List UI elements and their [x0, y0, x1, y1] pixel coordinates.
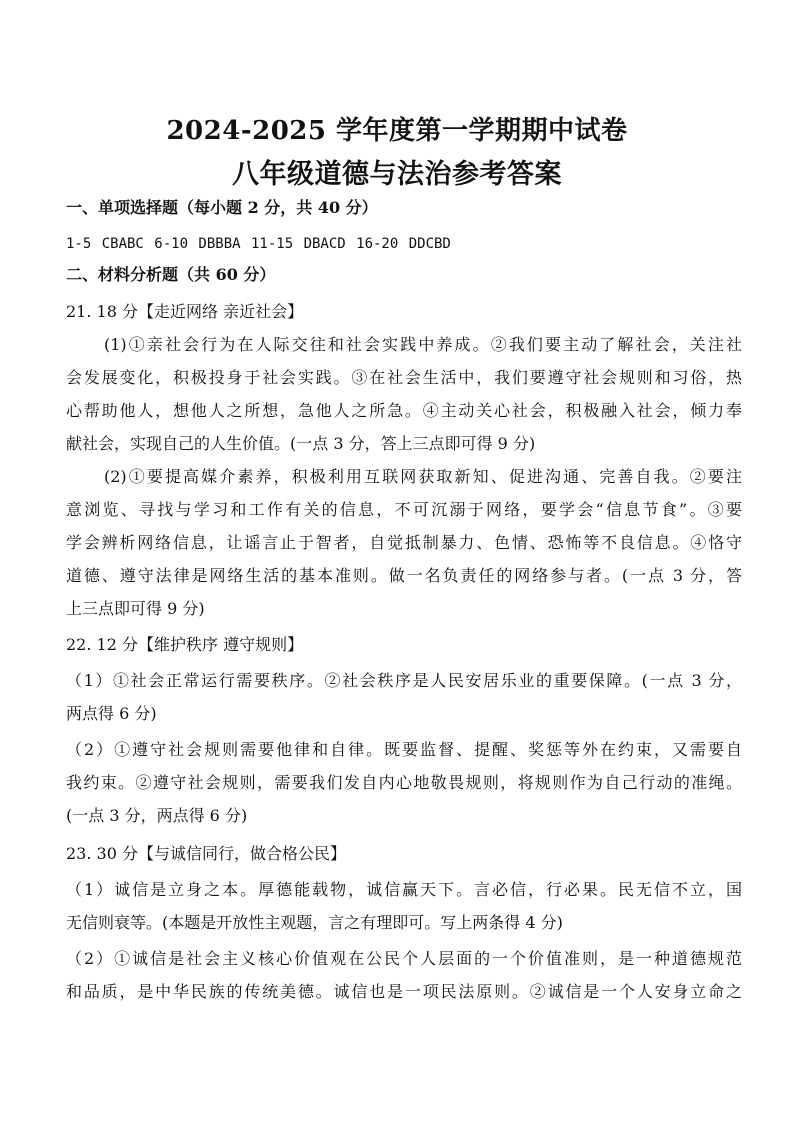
document-subtitle: 八年级道德与法治参考答案: [232, 159, 562, 190]
document-title: 2024-2025 学年度第一学期期中试卷: [166, 116, 628, 146]
q21-p1-line: 献社会，实现自己的人生价值。(一点 3 分，答上三点即可得 9 分): [66, 434, 536, 453]
q21-p2-line: 上三点即可得 9 分): [66, 599, 205, 618]
q22-p2-line: 我约束。②遵守社会规则，需要我们发自内心地敬畏规则，将规则作为自己行动的准绳。: [66, 773, 742, 792]
q21-heading: 21. 18 分【走近网络 亲近社会】: [66, 302, 304, 321]
q23-p1-line: （1）诚信是立身之本。厚德能载物，诚信赢天下。言必信，行必果。民无信不立，国: [66, 880, 742, 899]
q21-p1-line: 会发展变化，积极投身于社会实践。③在社会生活中，我们要遵守社会规则和习俗，热: [66, 368, 742, 387]
multiple-choice-answers: 1-5 CBABC 6-10 DBBBA 11-15 DBACD 16-20 DDCBD: [66, 236, 451, 252]
q23-p2-line: 和品质，是中华民族的传统美德。诚信也是一项民法原则。②诚信是一个人安身立命之: [66, 982, 742, 1001]
q22-p2-line: （2）①遵守社会规则需要他律和自律。既要监督、提醒、奖惩等外在约束，又需要自: [66, 740, 742, 759]
q23-p1-line: 无信则衰等。(本题是开放性主观题，言之有理即可。写上两条得 4 分): [66, 913, 563, 932]
q21-p2-line: (2)①要提高媒介素养，积极利用互联网获取新知、促进沟通、完善自我。②要注: [104, 467, 742, 486]
q22-p1-line: 两点得 6 分): [66, 704, 157, 723]
q21-p2-line: 意浏览、寻找与学习和工作有关的信息，不可沉溺于网络，要学会“信息节食”。③要: [66, 500, 742, 519]
q21-p2-line: 道德、遵守法律是网络生活的基本准则。做一名负责任的网络参与者。(一点 3 分，答: [66, 566, 742, 585]
q23-p2-line: （2）①诚信是社会主义核心价值观在公民个人层面的一个价值准则，是一种道德规范: [66, 949, 742, 968]
q22-heading: 22. 12 分【维护秩序 遵守规则】: [66, 635, 304, 654]
q21-p1-line: 心帮助他人，想他人之所想，急他人之所急。④主动关心社会，积极融入社会，倾力奉: [66, 401, 742, 420]
q22-p1-line: （1）①社会正常运行需要秩序。②社会秩序是人民安居乐业的重要保障。(一点 3 分，: [66, 671, 742, 690]
section1-heading: 一、单项选择题（每小题 2 分，共 40 分）: [66, 198, 378, 217]
q21-p2-line: 学会辨析网络信息，让谣言止于智者，自觉抵制暴力、色情、恐怖等不良信息。④恪守: [66, 533, 742, 552]
q21-p1-line: (1)①亲社会行为在人际交往和社会实践中养成。②我们要主动了解社会，关注社: [104, 335, 742, 354]
q23-heading: 23. 30 分【与诚信同行，做合格公民】: [66, 844, 346, 863]
q22-p2-line: (一点 3 分，两点得 6 分): [66, 806, 248, 825]
section2-heading: 二、材料分析题（共 60 分）: [66, 265, 276, 284]
